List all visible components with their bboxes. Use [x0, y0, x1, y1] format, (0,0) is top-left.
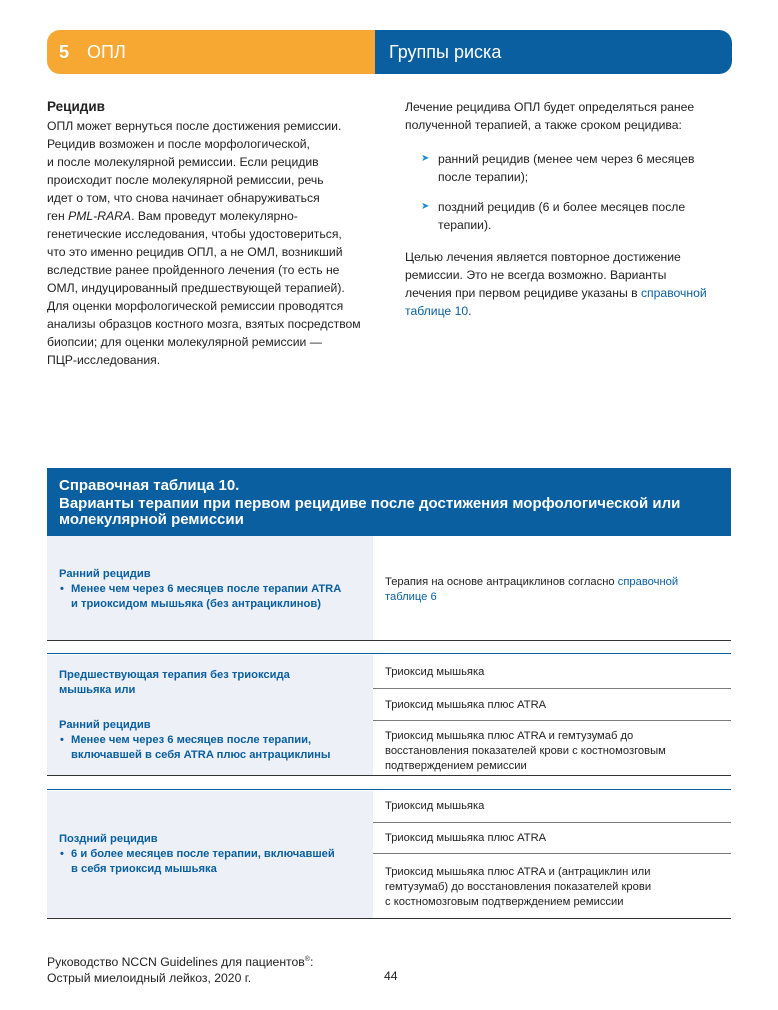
- left-column: [47, 98, 377, 369]
- list-item: ➤ поздний рецидив (6 и более месяцев после терапии).: [421, 200, 686, 232]
- reference-table-link[interactable]: справочной: [640, 286, 707, 300]
- treatment-goal: Целью лечения является повторное достижение ремиссии. Это не всегда возможно. Варианты лечения при первом рецидиве указаны в справочной таблице 10.: [405, 250, 707, 318]
- reference-table-6-link[interactable]: справочной: [617, 576, 679, 588]
- reference-table-link-cont[interactable]: таблице 10: [405, 304, 469, 318]
- group-3-therapy-2: Триоксид мышьяка плюс ATRA: [385, 832, 547, 844]
- group-1-therapy: Терапия на основе антрациклинов согласно справочной таблице 6: [385, 575, 725, 605]
- chapter-tab: [47, 30, 375, 74]
- arrow-bullet-icon: ➤: [421, 153, 430, 164]
- gene-name: PML-RARA: [68, 209, 132, 223]
- section-tab: [375, 30, 732, 74]
- relapse-type-list: [405, 150, 735, 234]
- relapse-paragraph: ОПЛ может вернуться после достижения ремиссии. Рецидив возможен и после морфологической, и после молекулярной ремиссии. Если рецидив происходит после молекулярной ремиссии, речь идет о том, что снова начинает обнаруживаться ген PML-RARA. Вам проведут молекулярно- генетические исследования, чтобы удостовериться, что это именно рецидив ОПЛ, а не ОМЛ, возникший вследствие ранее пройденного лечения (то есть не ОМЛ, индуцированный предшествующей терапией). Для оценки морфологической ремиссии проводятся анализы образцов костного мозга, взятых посредством биопсии; для оценки молекулярной ремиссии — ПЦР-исследования.: [47, 119, 361, 367]
- divider: [47, 775, 731, 776]
- divider: [47, 653, 731, 654]
- group-2-therapy-1: Триоксид мышьяка: [385, 666, 485, 678]
- table-number: Справочная таблица 10.: [59, 477, 240, 494]
- relapse-heading: Рецидив: [47, 99, 105, 114]
- footer-source: Руководство NCCN Guidelines для пациентов®: Острый миелоидный лейкоз, 2020 г.: [47, 955, 314, 986]
- group-3-therapy-1: Триоксид мышьяка: [385, 800, 485, 812]
- list-item: ➤ ранний рецидив (менее чем через 6 месяцев после терапии);: [421, 152, 695, 184]
- group-2-therapy-3: Триоксид мышьяка плюс ATRA и гемтузумаб до восстановления показателей крови с костномозговым подтверждением ремиссии: [385, 730, 666, 772]
- row-divider: [373, 688, 731, 689]
- chapter-title: ОПЛ: [87, 42, 126, 62]
- right-column: [405, 98, 735, 320]
- chapter-header: [47, 30, 732, 74]
- group-3-therapy-3: Триоксид мышьяка плюс ATRA и (антрациклин или гемтузумаб) до восстановления показателей крови с костномозговым подтверждением ремиссии: [385, 866, 652, 908]
- chapter-number: 5: [59, 42, 70, 62]
- group-2-label: Предшествующая терапия без триоксида мышьяка или Ранний рецидив • Менее чем через 6 месяцев после терапии, включавшей в себя ATRA плюс антрациклины: [59, 668, 369, 763]
- arrow-bullet-icon: ➤: [421, 201, 430, 212]
- reference-table-header: [47, 468, 731, 536]
- row-divider: [373, 720, 731, 721]
- table-title: Варианты терапии при первом рецидиве после достижения морфологической или молекулярной ремиссии: [59, 495, 681, 528]
- divider: [47, 640, 731, 641]
- group-1-label: Ранний рецидив • Менее чем через 6 месяцев после терапии ATRA и триоксидом мышьяка (без антрациклинов): [59, 567, 369, 612]
- group-2-therapy-2: Триоксид мышьяка плюс ATRA: [385, 699, 547, 711]
- row-divider: [373, 853, 731, 854]
- reference-table-6-link-cont[interactable]: таблице 6: [385, 591, 437, 603]
- section-title: Группы риска: [389, 42, 502, 62]
- page-number: 44: [384, 969, 398, 983]
- row-divider: [373, 822, 731, 823]
- divider: [47, 918, 731, 919]
- group-3-label: Поздний рецидив • 6 и более месяцев после терапии, включавшей в себя триоксид мышьяка: [59, 832, 369, 877]
- treatment-intro: Лечение рецидива ОПЛ будет определяться ранее полученной терапией, а также сроком рецидива:: [405, 100, 695, 132]
- divider: [47, 789, 731, 790]
